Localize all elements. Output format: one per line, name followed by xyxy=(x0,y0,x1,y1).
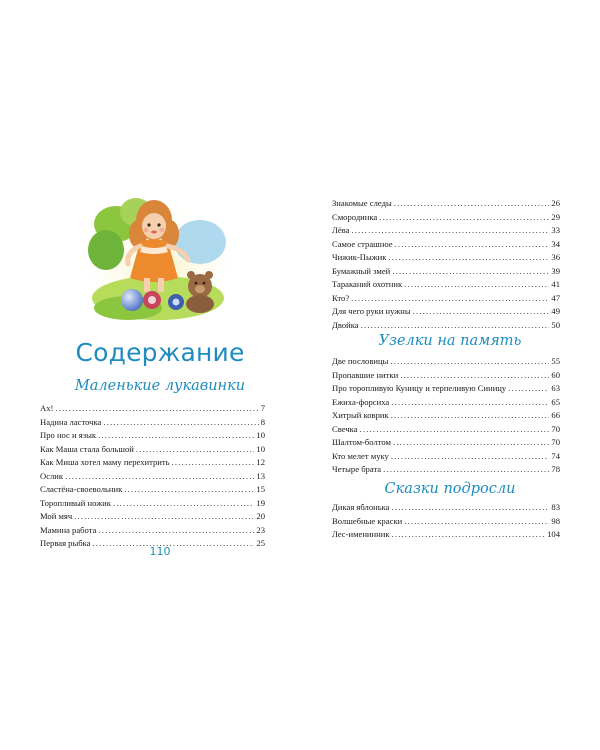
toc-entry-page: 47 xyxy=(551,292,560,303)
toc-entry-title: Как Маша стала большой xyxy=(40,443,134,454)
toc-entry-title: Знакомые следы xyxy=(332,198,392,208)
toc-leader-dots xyxy=(55,402,258,416)
toc-entry[interactable] xyxy=(40,510,265,524)
toc-entry[interactable] xyxy=(332,238,560,252)
toc-entry-title: Кто? xyxy=(332,292,350,303)
toc-leader-dots xyxy=(360,423,550,437)
toc-entry[interactable] xyxy=(332,265,560,279)
toc-entry-page: 36 xyxy=(551,252,560,262)
toc-entry-title: Шалтом-болтом xyxy=(332,437,391,447)
toc-list-right-continued xyxy=(332,197,560,332)
toc-entry-title: Сластёна-своевольник xyxy=(40,484,123,494)
toc-leader-dots xyxy=(391,396,549,410)
toc-leader-dots xyxy=(98,429,254,443)
toc-entry-page: 49 xyxy=(551,306,560,316)
toc-entry-title: Мой мяч xyxy=(40,511,73,521)
toc-entry[interactable] xyxy=(332,528,560,542)
toc-entry-page: 26 xyxy=(551,198,560,208)
toc-entry-page: 70 xyxy=(551,437,560,447)
toc-entry-page: 7 xyxy=(260,403,265,413)
section-title-malenkie-lukavinki: Маленькие лукавинки xyxy=(74,378,246,394)
toc-entry[interactable] xyxy=(332,382,560,396)
toc-entry[interactable] xyxy=(40,402,265,416)
toc-leader-dots xyxy=(124,483,254,497)
toc-entry[interactable] xyxy=(332,423,560,437)
toc-leader-dots xyxy=(383,463,549,477)
toc-leader-dots xyxy=(392,528,546,542)
toc-entry-title: Ах! xyxy=(40,403,54,413)
toc-entry[interactable] xyxy=(332,515,560,529)
toc-entry-title: Пропавшие нитки xyxy=(332,369,399,380)
toc-entry-page: 66 xyxy=(551,410,560,420)
toc-entry[interactable] xyxy=(40,416,265,430)
toc-entry[interactable] xyxy=(40,483,265,497)
toc-leader-dots xyxy=(393,436,549,450)
toc-entry-page: 25 xyxy=(256,538,265,548)
toc-leader-dots xyxy=(413,305,550,319)
toc-entry-title: Дикая яблонька xyxy=(332,502,390,512)
toc-entry-page: 8 xyxy=(260,416,265,427)
toc-entry-title: Про торопливую Куницу и терпеливую Синицу xyxy=(332,383,507,393)
toc-leader-dots xyxy=(390,355,549,369)
page-number: 110 xyxy=(149,545,171,558)
toc-entry[interactable] xyxy=(332,305,560,319)
toc-list-left xyxy=(40,402,265,551)
toc-entry-title: Ежиха-форсиха xyxy=(332,396,390,407)
toc-leader-dots xyxy=(392,265,549,279)
toc-entry[interactable] xyxy=(332,278,560,292)
toc-leader-dots xyxy=(361,319,550,333)
toc-entry-page: 70 xyxy=(551,423,560,434)
toc-entry-title: Самое страшное xyxy=(332,238,393,249)
girl-illustration-icon xyxy=(88,190,230,322)
toc-leader-dots xyxy=(172,456,255,470)
toc-entry-title: Кто мелет муку xyxy=(332,450,389,461)
toc-entry[interactable] xyxy=(40,497,265,511)
toc-list-uzelki xyxy=(332,355,560,477)
toc-entry-title: Ослик xyxy=(40,470,64,481)
toc-leader-dots xyxy=(351,292,549,306)
toc-entry[interactable] xyxy=(332,224,560,238)
toc-entry[interactable] xyxy=(332,355,560,369)
toc-entry-title: Первая рыбка xyxy=(40,538,91,548)
toc-leader-dots xyxy=(508,382,549,396)
toc-entry-page: 39 xyxy=(551,265,560,276)
toc-leader-dots xyxy=(98,524,254,538)
toc-entry[interactable] xyxy=(332,450,560,464)
toc-entry-page: 60 xyxy=(551,369,560,380)
toc-leader-dots xyxy=(395,238,550,252)
toc-entry-title: Лес-именинник xyxy=(332,529,390,539)
toc-entry-page: 29 xyxy=(551,211,560,222)
toc-leader-dots xyxy=(391,450,550,464)
toc-entry-title: Мамина работа xyxy=(40,524,97,535)
toc-entry[interactable] xyxy=(332,463,560,477)
toc-entry-title: Для чего руки нужны xyxy=(332,306,411,316)
toc-entry-title: Лёва xyxy=(332,225,350,235)
toc-entry-page: 41 xyxy=(551,279,560,289)
toc-entry[interactable] xyxy=(40,456,265,470)
section-title-uzelki-na-pamyat: Узелки на память xyxy=(378,333,522,349)
toc-entry-page: 65 xyxy=(551,396,560,407)
toc-entry-page: 50 xyxy=(551,319,560,330)
toc-entry[interactable] xyxy=(40,429,265,443)
toc-entry-page: 104 xyxy=(547,529,560,539)
toc-entry[interactable] xyxy=(332,396,560,410)
toc-entry[interactable] xyxy=(332,369,560,383)
toc-entry[interactable] xyxy=(40,524,265,538)
toc-entry[interactable] xyxy=(332,211,560,225)
toc-entry-page: 10 xyxy=(256,430,265,440)
toc-leader-dots xyxy=(65,470,254,484)
toc-entry-title: Бумажный змей xyxy=(332,265,391,276)
toc-entry-page: 83 xyxy=(551,502,560,512)
right-page xyxy=(300,0,600,750)
toc-entry[interactable] xyxy=(40,470,265,484)
toc-entry-page: 34 xyxy=(551,238,560,249)
toc-entry-title: Как Миша хотел маму перехитрить xyxy=(40,457,170,467)
toc-entry-title: Чижик-Пыжик xyxy=(332,252,387,262)
toc-leader-dots xyxy=(391,409,550,423)
toc-entry[interactable] xyxy=(332,251,560,265)
toc-entry[interactable] xyxy=(332,292,560,306)
toc-entry-title: Четыре брата xyxy=(332,464,382,474)
toc-entry-page: 19 xyxy=(256,497,265,508)
toc-entry-title: Хитрый коврик xyxy=(332,410,389,420)
toc-entry-title: Волшебные краски xyxy=(332,515,403,526)
toc-entry-page: 12 xyxy=(256,457,265,467)
toc-leader-dots xyxy=(113,497,254,511)
toc-entry-title: Смородинка xyxy=(332,211,378,222)
toc-entry-title: Торопливый ножик xyxy=(40,497,111,508)
toc-leader-dots xyxy=(392,501,550,515)
toc-entry[interactable] xyxy=(332,197,560,211)
toc-entry-page: 13 xyxy=(256,470,265,481)
toc-leader-dots xyxy=(394,197,550,211)
page-title: Содержание xyxy=(75,338,245,367)
toc-entry-page: 15 xyxy=(256,484,265,494)
toc-leader-dots xyxy=(404,278,549,292)
toc-entry-title: Свечка xyxy=(332,423,358,434)
toc-entry-page: 74 xyxy=(551,450,560,461)
toc-entry-page: 20 xyxy=(256,511,265,521)
toc-entry-page: 33 xyxy=(551,225,560,235)
toc-leader-dots xyxy=(404,515,549,529)
toc-entry-title: Двойка xyxy=(332,319,359,330)
toc-entry[interactable] xyxy=(332,501,560,515)
toc-leader-dots xyxy=(379,211,549,225)
section-title-skazki-podrosli: Сказки подросли xyxy=(384,481,516,497)
toc-entry[interactable] xyxy=(332,409,560,423)
toc-leader-dots xyxy=(351,224,549,238)
toc-entry[interactable] xyxy=(332,436,560,450)
toc-entry-page: 98 xyxy=(551,515,560,526)
toc-entry[interactable] xyxy=(40,443,265,457)
toc-entry-title: Две пословицы xyxy=(332,356,389,366)
toc-entry[interactable] xyxy=(332,319,560,333)
toc-list-skazki xyxy=(332,501,560,542)
toc-entry-title: Про нос и язык xyxy=(40,430,97,440)
toc-leader-dots xyxy=(103,416,258,430)
toc-entry-page: 10 xyxy=(256,443,265,454)
toc-leader-dots xyxy=(136,443,255,457)
toc-leader-dots xyxy=(388,251,549,265)
toc-leader-dots xyxy=(74,510,254,524)
toc-entry-title: Тараканий охотник xyxy=(332,279,403,289)
toc-leader-dots xyxy=(400,369,549,383)
toc-entry-page: 63 xyxy=(551,383,560,393)
toc-entry-page: 23 xyxy=(256,524,265,535)
toc-entry-title: Надина ласточка xyxy=(40,416,102,427)
toc-entry-page: 78 xyxy=(551,464,560,474)
toc-entry-page: 55 xyxy=(551,356,560,366)
